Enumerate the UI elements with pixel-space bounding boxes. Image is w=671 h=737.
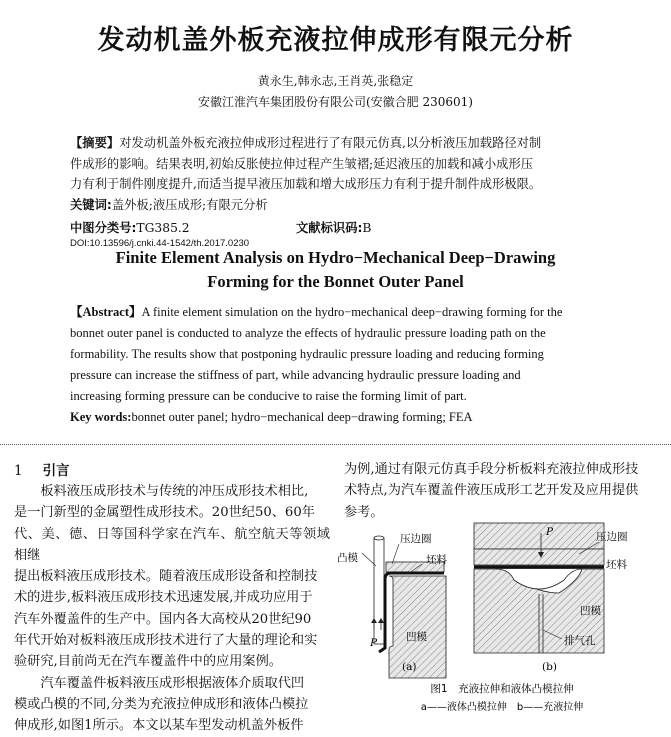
abstract-cn-line-3: 力有利于制件刚度提升,而适当提早液压加载和增大成形压力有利于提升制件成形极限。 — [70, 177, 542, 191]
abstract-en-text-1: A finite element simulation on the hydro−mechanical deep−drawing forming for the — [141, 305, 563, 319]
left-col-line: 板料液压成形技术与传统的冲压成形技术相比, — [14, 484, 309, 499]
label-exhaust-b: 排气孔 — [564, 635, 596, 647]
right-column — [344, 459, 660, 523]
abstract-en — [70, 302, 600, 428]
keywords-cn — [70, 195, 600, 216]
figure-1 — [334, 518, 671, 717]
clc-code — [70, 218, 190, 236]
abstract-en-label: 【Abstract】 — [70, 305, 142, 319]
right-col-line: 术特点,为汽车覆盖件液压成形工艺开发及应用提供 — [344, 483, 639, 499]
left-col-line: 是一门新型的金属塑性成形技术。20世纪50、60年 — [14, 505, 315, 521]
abstract-en-line-4: pressure can increase the stiffness of part, while advancing hydraulic pressure loading and — [70, 368, 521, 382]
label-blank-holder-a: 压边圈 — [400, 533, 432, 545]
abstract-cn-label: 【摘要】 — [70, 136, 120, 150]
label-blank-holder-b: 压边圈 — [596, 531, 628, 543]
caption-a: (a) — [402, 661, 417, 673]
label-die-b: 凹模 — [580, 605, 601, 617]
label-blank-b: 坯料 — [606, 559, 627, 571]
abstract-en-line-1 — [70, 302, 600, 323]
figure-subcaption: a——液体凸模拉伸 b——充液拉伸 — [420, 702, 584, 713]
right-col-line: 参考。 — [344, 504, 384, 520]
left-col-line: 代、美、德、日等国科学家在汽车、航空航天等领域相继 — [14, 526, 330, 563]
clc-label: 中图分类号: — [70, 221, 137, 235]
figure-1b — [474, 523, 604, 653]
keywords-en-text: bonnet outer panel; hydro−mechanical deep−drawing forming; FEA — [131, 410, 473, 424]
section-divider — [0, 444, 671, 446]
abstract-cn-text-1: 对发动机盖外板充液拉伸成形过程进行了有限元仿真,以分析液压加载路径对制 — [119, 136, 542, 150]
section-1-number: 1 — [14, 463, 23, 479]
left-col-line: 提出板料液压成形技术。随着液压成形设备和控制技 — [14, 569, 318, 585]
left-col-line: 验研究,目前尚无在汽车覆盖件中的应用案例。 — [14, 654, 282, 670]
label-die-a: 凹模 — [406, 631, 427, 643]
authors: 黄永生,韩永志,王肖英,张稳定 — [257, 74, 414, 88]
right-col-line: 为例,通过有限元仿真手段分析板料充液拉伸成形技 — [344, 462, 639, 477]
abstract-en-line-2: bonnet outer panel is conducted to analyze the effects of hydraulic pressure loading path on the — [70, 326, 546, 340]
die-a — [389, 576, 446, 678]
abstract-cn — [70, 133, 600, 215]
left-column — [14, 481, 330, 737]
abstract-cn-line-2: 件成形的影响。结果表明,初始反胀使拉伸过程产生皱褶;延迟液压的加载和减小成形压 — [70, 156, 534, 171]
doc-code-value: B — [362, 221, 372, 235]
paper-title-cn: 发动机盖外板充液拉伸成形有限元分析 — [97, 25, 574, 56]
paper-title-en-2: Forming for the Bonnet Outer Panel — [207, 272, 464, 291]
abstract-en-line-3: formability. The results show that postponing hydraulic pressure loading and reducing forming — [70, 347, 544, 361]
left-col-line: 年代开始对板料液压成形技术进行了大量的理论和实 — [14, 633, 318, 649]
left-col-line: 伸成形,如图1所示。本文以某车型发动机盖外板件 — [14, 718, 304, 734]
section-1-heading — [14, 459, 70, 479]
doc-code — [296, 218, 371, 236]
keywords-cn-text: 盖外板;液压成形;有限元分析 — [111, 197, 268, 212]
label-p-b: P — [546, 526, 554, 538]
left-col-line: 模或凸模的不同,分类为充液拉伸成形和液体凸模拉 — [14, 696, 309, 712]
left-col-line: 汽车覆盖件板料液压成形根据液体介质取代凹 — [14, 675, 305, 691]
clc-value: TG385.2 — [136, 221, 190, 235]
keywords-cn-label: 关键词: — [70, 197, 112, 212]
left-col-line: 汽车外覆盖件的生产中。国内各大高校从20世纪90 — [14, 611, 312, 627]
abstract-cn-line-1 — [70, 133, 600, 154]
keywords-en — [70, 407, 600, 428]
section-1-title: 引言 — [42, 463, 70, 479]
doc-code-label: 文献标识码: — [296, 221, 363, 235]
punch-b — [474, 523, 604, 549]
blank-holder-b — [474, 549, 604, 565]
figure-caption: 图1 充液拉伸和液体凸模拉伸 — [430, 683, 574, 695]
paper-title-en-1: Finite Element Analysis on Hydro−Mechanical Deep−Drawing — [115, 248, 556, 267]
caption-b: (b) — [542, 661, 557, 673]
affiliation: 安徽江淮汽车集团股份有限公司(安徽合肥 230601) — [198, 95, 473, 109]
doi: DOI:10.13596/j.cnki.44-1542/th.2017.0230 — [70, 238, 250, 249]
label-punch-a: 凸模 — [337, 552, 358, 564]
label-p-a: P — [370, 637, 378, 649]
keywords-en-label: Key words: — [70, 410, 132, 424]
abstract-en-line-5: increasing forming pressure can be conducive to raise the forming limit of part. — [70, 389, 467, 403]
punch-a — [374, 538, 384, 644]
label-blank-a: 坯料 — [426, 554, 447, 566]
left-col-line: 术的进步,板料液压成形技术迅速发展,并成功应用于 — [14, 590, 313, 606]
